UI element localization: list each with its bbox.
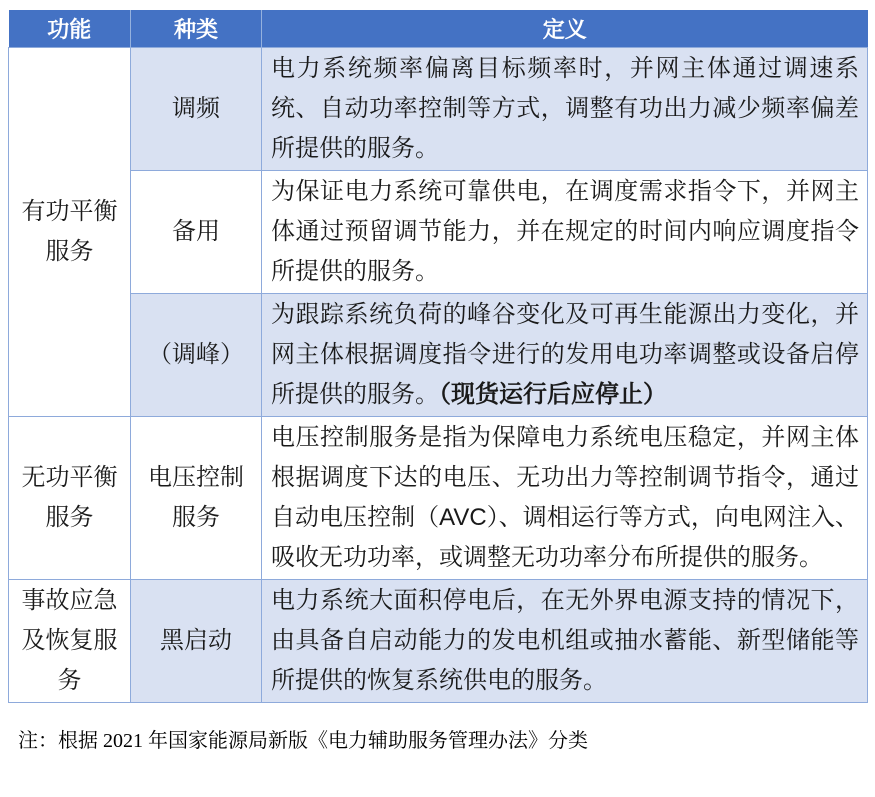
type-cell-peak-shaving: （调峰） — [131, 294, 262, 417]
definition-text: 为跟踪系统负荷的峰谷变化及可再生能源出力变化，并网主体根据调度指令进行的发用电功率调整或设备启停所提供的服务。 — [271, 301, 859, 408]
column-header-type: 种类 — [131, 10, 262, 48]
footnote: 注：根据 2021 年国家能源局新版《电力辅助服务管理办法》分类 — [18, 730, 588, 752]
table-row-black-start — [9, 580, 868, 703]
definition-text: 为保证电力系统可靠供电，在调度需求指令下，并网主体通过预留调节能力，并在规定的时间内响应调度指令所提供的服务。 — [271, 178, 859, 285]
table-row-voltage-control — [9, 417, 868, 580]
table-row-reserve — [9, 171, 868, 294]
header-row — [9, 10, 868, 48]
definition-cell-peak-shaving — [262, 294, 868, 417]
definition-bold-note: （现货运行后应停止） — [439, 381, 667, 408]
function-cell-reactive-power-balance: 无功平衡服务 — [9, 417, 131, 580]
definition-text: 电力系统大面积停电后，在无外界电源支持的情况下，由具备自启动能力的发电机组或抽水蓄能、新型储能等所提供的恢复系统供电的服务。 — [271, 587, 859, 694]
function-cell-emergency-recovery: 事故应急及恢复服务 — [9, 580, 131, 703]
type-cell-frequency-regulation: 调频 — [131, 48, 262, 171]
type-cell-black-start: 黑启动 — [131, 580, 262, 703]
table-row-frequency-regulation — [9, 48, 868, 171]
ancillary-services-table — [8, 10, 868, 703]
definition-cell-reserve — [262, 171, 868, 294]
function-cell-active-power-balance: 有功平衡服务 — [9, 48, 131, 417]
definition-text: 电压控制服务是指为保障电力系统电压稳定，并网主体根据调度下达的电压、无功出力等控制调节指令，通过自动电压控制（AVC）、调相运行等方式，向电网注入、吸收无功功率，或调整无功功率分布所提供的服务。 — [271, 424, 859, 571]
column-header-definition: 定义 — [262, 10, 868, 48]
type-cell-reserve: 备用 — [131, 171, 262, 294]
table-row-peak-shaving — [9, 294, 868, 417]
definition-cell-frequency-regulation — [262, 48, 868, 171]
definition-cell-voltage-control — [262, 417, 868, 580]
column-header-function: 功能 — [9, 10, 131, 48]
definition-text: 电力系统频率偏离目标频率时，并网主体通过调速系统、自动功率控制等方式，调整有功出力减少频率偏差所提供的服务。 — [271, 55, 859, 162]
type-cell-voltage-control: 电压控制服务 — [131, 417, 262, 580]
definition-cell-black-start — [262, 580, 868, 703]
